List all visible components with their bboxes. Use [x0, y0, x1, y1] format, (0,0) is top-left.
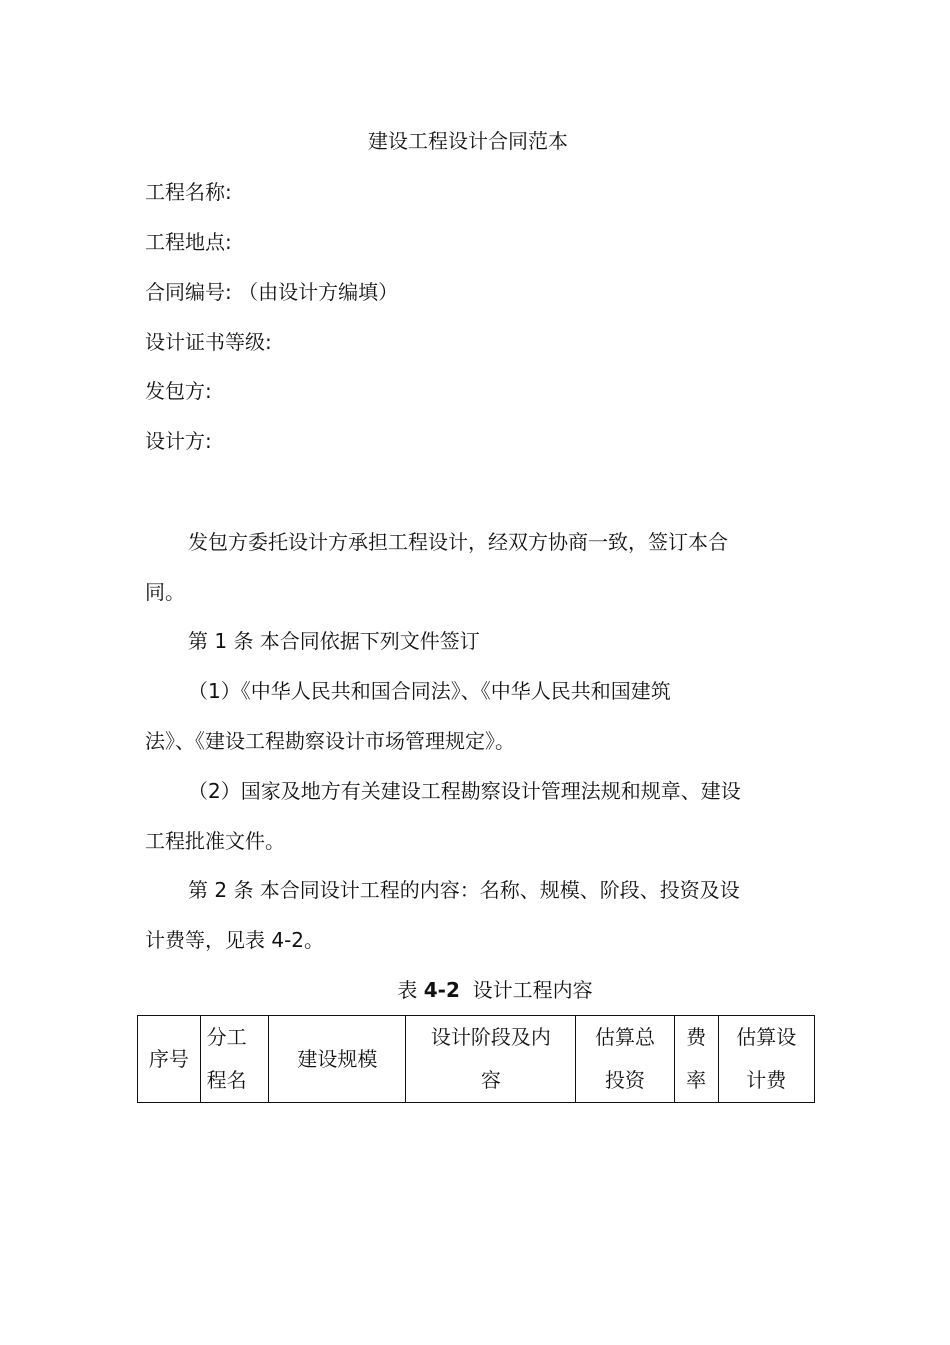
designer-label: 设计方: — [145, 429, 212, 453]
project-name-label: 工程名称: — [145, 180, 232, 204]
item-1-line2: 法》、《建设工程勘察设计市场管理规定》。 — [145, 729, 515, 753]
item-1-line1: （1）《中华人民共和国合同法》、《中华人民共和国建筑 — [188, 679, 671, 703]
contract-number-label: 合同编号: （由设计方编填） — [145, 280, 399, 304]
article-2-line2: 计费等，见表 4-2。 — [145, 928, 325, 952]
project-location-label: 工程地点: — [145, 230, 232, 254]
header-scale: 建设规模 — [269, 1016, 406, 1103]
intro-paragraph-line2: 同。 — [145, 580, 185, 604]
table-caption-prefix: 表 — [397, 978, 418, 1002]
document-title: 建设工程设计合同范本 — [368, 129, 568, 153]
table-header-row — [138, 1016, 815, 1103]
design-content-table — [137, 1015, 815, 1103]
header-rate: 费 率 — [674, 1016, 718, 1103]
header-design-fee: 估算设 计费 — [718, 1016, 814, 1103]
table-caption-text: 设计工程内容 — [472, 978, 593, 1002]
table-caption-number: 4-2 — [423, 978, 460, 1002]
header-investment: 估算总 投资 — [576, 1016, 674, 1103]
header-sub-project: 分工 程名 — [200, 1016, 269, 1103]
intro-paragraph-line1: 发包方委托设计方承担工程设计，经双方协商一致，签订本合 — [188, 530, 728, 554]
certificate-level-label: 设计证书等级: — [145, 330, 272, 354]
article-2-line1: 第 2 条 本合同设计工程的内容：名称、规模、阶段、投资及设 — [188, 878, 740, 902]
table-caption — [0, 980, 950, 1000]
header-seq: 序号 — [138, 1016, 201, 1103]
header-design-stage: 设计阶段及内 容 — [406, 1016, 576, 1103]
item-2-line2: 工程批准文件。 — [145, 829, 285, 853]
article-1-heading: 第 1 条 本合同依据下列文件签订 — [188, 629, 480, 653]
item-2-line1: （2）国家及地方有关建设工程勘察设计管理法规和规章、建设 — [188, 779, 741, 803]
employer-label: 发包方: — [145, 379, 212, 403]
